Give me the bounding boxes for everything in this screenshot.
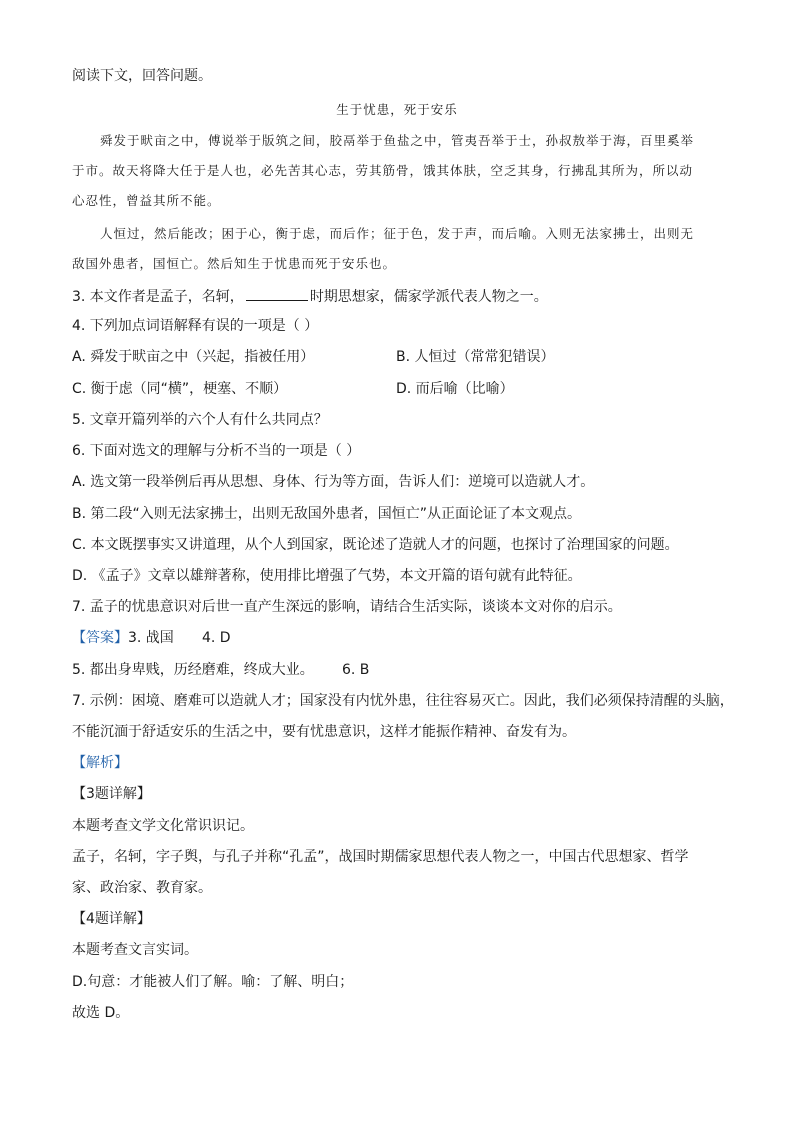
question-6-stem: 6. 下面对选文的理解与分析不当的一项是（ ） — [72, 443, 361, 459]
answer-7-line: 不能沉湎于舒适安乐的生活之中，要有忧患意识，这样才能振作精神、奋发有为。 — [72, 724, 576, 740]
answer-4: 4. D — [202, 630, 231, 646]
passage-title: 生于忧患，死于安乐 — [336, 102, 458, 117]
passage-line: 于市。故天将降大任于是人也，必先苦其心志，劳其筋骨，饿其体肤，空乏其身，行拂乱其所为，所以动 — [72, 163, 694, 178]
passage-line: 敌国外患者，国恒亡。然后知生于忧患而死于安乐也。 — [72, 256, 397, 271]
answer-row — [72, 660, 370, 680]
answer-blank[interactable] — [246, 286, 308, 301]
passage-line: 舜发于畎亩之中，傅说举于版筑之间，胶鬲举于鱼盐之中，管夷吾举于士，孙叔敖举于海，百里奚举 — [100, 133, 695, 148]
detail-line: 家、政治家、教育家。 — [72, 880, 212, 896]
detail-line: D.句意：才能被人们了解。喻：了解、明白； — [72, 974, 354, 990]
question-6-option-a: A. 选文第一段举例后再从思想、身体、行为等方面，告诉人们：逆境可以造就人才。 — [72, 474, 595, 490]
answer-row — [72, 628, 231, 648]
answer-3: 3. 战国 — [128, 630, 174, 646]
answer-5: 5. 都出身卑贱，历经磨难，终成大业。 — [72, 662, 314, 678]
answer-7-line: 7. 示例：困境、磨难可以造就人才；国家没有内忧外患，往往容易灭亡。因此，我们必须保持清醒的头脑， — [72, 693, 734, 709]
detail-line: 本题考查文学文化常识识记。 — [72, 818, 254, 834]
question-6-option-c: C. 本文既摆事实又讲道理，从个人到国家，既论述了造就人才的问题，也探讨了治理国家的问题。 — [72, 537, 679, 553]
question-6-option-b: B. 第二段“入则无法家拂士，出则无敌国外患者，国恒亡”从正面论证了本文观点。 — [72, 506, 582, 522]
question-3-text-end: 时期思想家，儒家学派代表人物之一。 — [309, 289, 548, 305]
question-5: 5. 文章开篇列举的六个人有什么共同点？ — [72, 412, 328, 428]
question-4-option-d: D. 而后喻（比喻） — [396, 381, 514, 397]
analysis-label: 【解析】 — [72, 755, 128, 771]
question-4-option-c: C. 衡于虑（同“横”，梗塞、不顺） — [72, 381, 288, 397]
question-7: 7. 孟子的忧患意识对后世一直产生深远的影响，请结合生活实际，谈谈本文对你的启示。 — [72, 599, 622, 615]
passage-line: 心忍性，曾益其所不能。 — [72, 193, 221, 208]
question-3-text: 3. 本文作者是孟子，名轲， — [72, 289, 244, 305]
detail-line: 孟子，名轲，字子舆，与孔子并称“孔孟”，战国时期儒家思想代表人物之一，中国古代思想家、哲学 — [72, 849, 689, 865]
question-4-stem: 4. 下列加点词语解释有误的一项是（ ） — [72, 318, 319, 334]
answer-label: 【答案】 — [72, 630, 128, 646]
question-4-option-b: B. 人恒过（常常犯错误） — [396, 349, 555, 365]
detail-heading-3: 【3题详解】 — [72, 786, 151, 802]
question-4-option-a: A. 舜发于畎亩之中（兴起，指被任用） — [72, 349, 315, 365]
detail-line: 本题考查文言实词。 — [72, 942, 198, 958]
detail-line: 故选 D。 — [72, 1005, 130, 1021]
answer-6: 6. B — [342, 662, 370, 678]
detail-heading-4: 【4题详解】 — [72, 911, 151, 927]
question-6-option-d: D. 《孟子》文章以雄辩著称，使用排比增强了气势，本文开篇的语句就有此特征。 — [72, 568, 582, 584]
passage-line: 人恒过，然后能改；困于心，衡于虑，而后作；征于色，发于声，而后喻。入则无法家拂士，出则无 — [100, 226, 695, 241]
intro-text: 阅读下文，回答问题。 — [72, 68, 212, 84]
question-3 — [72, 286, 548, 307]
